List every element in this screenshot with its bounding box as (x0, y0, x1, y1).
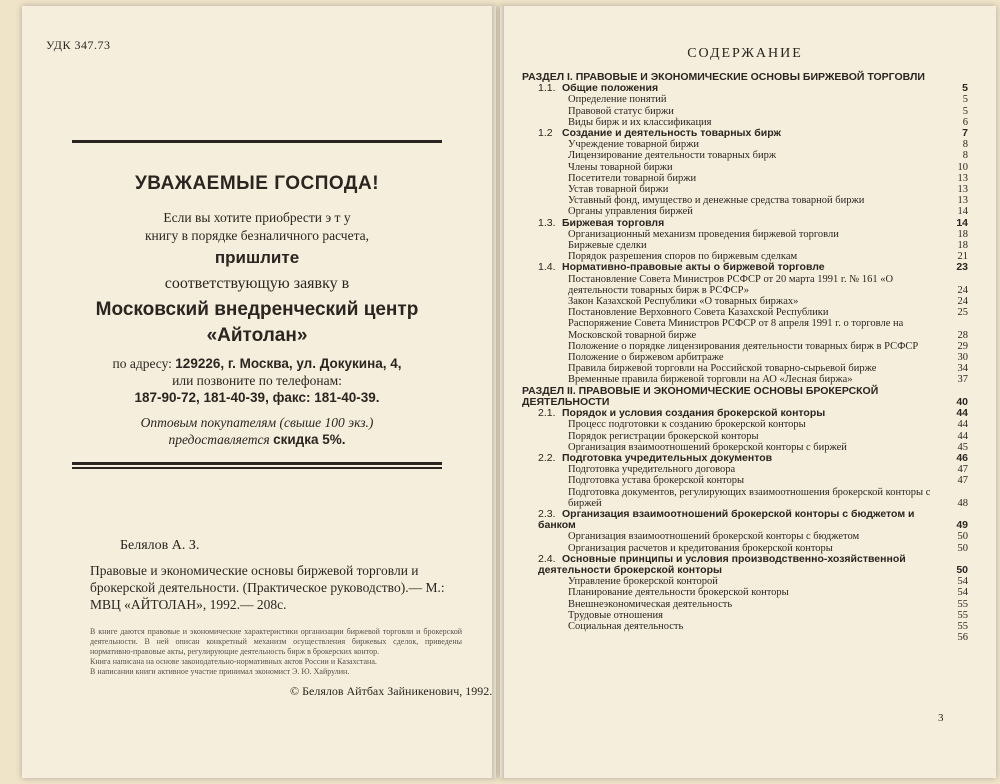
toc-entry-title: Биржевые сделки (568, 240, 647, 252)
promo-wholesale-2 (72, 431, 442, 448)
toc-entry-page: 55 (957, 598, 968, 610)
toc-entry (522, 408, 968, 419)
toc-entry-text (568, 318, 942, 340)
promo-line-3: пришлите (214, 248, 300, 267)
toc-entry-page: 7 (962, 127, 968, 140)
toc-entry (522, 419, 968, 430)
toc-entry-title: Создание и деятельность товарных бирж (562, 127, 781, 140)
toc-entry-page: 37 (957, 374, 968, 386)
address-prefix: по адресу: (112, 356, 176, 371)
toc-entry-title: Правила биржевой торговли на Российской товарно-сырьевой бирже (568, 363, 877, 375)
toc-entry-page: 24 (957, 284, 968, 296)
toc-entry-title: Планирование деятельности брокерской конторы (568, 587, 789, 599)
toc-entry-text (568, 296, 942, 307)
toc-entry-page: 8 (962, 139, 968, 151)
toc-entry-title: Биржевая торговля (562, 216, 665, 229)
toc-entry-text (568, 599, 942, 610)
toc-entry-page: 6 (962, 116, 968, 128)
toc-entry-text (538, 83, 942, 94)
toc-entry-page: 23 (956, 261, 968, 274)
toc-entry-title: Социальная деятельность (568, 620, 684, 632)
promo-block (72, 140, 442, 469)
toc-entry (522, 184, 968, 195)
toc-entry-page: 30 (957, 352, 968, 364)
copyright-line: © Белялов Айтбах Зайникенович, 1992. (290, 684, 493, 698)
toc-entry-page: 5 (962, 82, 968, 95)
toc-entry (522, 296, 968, 307)
toc-entry (522, 162, 968, 173)
discount-text: скидка 5%. (273, 432, 346, 447)
toc-entry (522, 531, 968, 542)
toc-entry-text (538, 408, 942, 419)
toc-entry-page: 24 (957, 296, 968, 308)
toc-entry-title: Организация взаимоотношений брокерской конторы с биржей (568, 441, 847, 453)
toc-entry-text (568, 162, 942, 173)
toc-entry-text (568, 173, 942, 184)
toc-entry-page: 49 (956, 519, 968, 532)
toc-entry-title: РАЗДЕЛ II. ПРАВОВЫЕ И ЭКОНОМИЧЕСКИЕ ОСНОВЫ БРОКЕРСКОЙ ДЕЯТЕЛЬНОСТИ (522, 384, 879, 408)
toc-entry (522, 218, 968, 229)
toc-entry (522, 576, 968, 587)
toc-entry (522, 262, 968, 273)
toc-entry-text (522, 386, 942, 408)
promo-bottom-rules (72, 462, 442, 469)
toc-entry-title: Подготовка учредительных документов (562, 451, 773, 464)
promo-phone-intro: или позвоните по телефонам: (172, 373, 342, 388)
toc-entry-title: Общие положения (562, 82, 659, 95)
toc-entry-title: РАЗДЕЛ I. ПРАВОВЫЕ И ЭКОНОМИЧЕСКИЕ ОСНОВЫ БИРЖЕВОЙ ТОРГОВЛИ (522, 71, 925, 83)
promo-top-rule (72, 140, 442, 143)
toc-entry-title: Посетители товарной биржи (568, 172, 697, 184)
promo-line-1: Если вы хотите приобрести э т у (163, 210, 351, 225)
toc-entry-page: 25 (957, 307, 968, 319)
toc-entry (522, 83, 968, 94)
toc-entry-page: 44 (956, 407, 968, 420)
toc-entry-text (538, 262, 942, 273)
toc-entry-page: 18 (957, 228, 968, 240)
toc-entry-page: 28 (957, 329, 968, 341)
toc-entry-text (568, 352, 942, 363)
toc-entry (522, 229, 968, 240)
toc-entry-title: Органы управления биржей (568, 206, 693, 218)
toc-entry-text (568, 150, 942, 161)
toc-entry-page: 54 (957, 576, 968, 588)
toc-entry-title: Постановление Верховного Совета Казахской Республики (568, 307, 829, 319)
toc-entry-text (538, 509, 942, 531)
toc-entry-title: Виды бирж и их классификация (568, 116, 712, 128)
toc-entry-page: 47 (957, 475, 968, 487)
promo-line-6: «Айтолан» (206, 325, 308, 346)
annotation (90, 627, 462, 677)
toc-entry-page: 45 (957, 441, 968, 453)
toc-entry (522, 94, 968, 105)
toc-entry (522, 621, 968, 632)
toc-entry-page: 21 (957, 251, 968, 263)
toc-entry-title: Члены товарной биржи (568, 161, 673, 173)
toc-entry-title: Организация взаимоотношений брокерской конторы с бюджетом и банком (538, 507, 915, 532)
toc-entry-page: 13 (957, 184, 968, 196)
toc-entry (522, 363, 968, 374)
toc-entry-page: 55 (957, 609, 968, 621)
toc-entry (522, 128, 968, 139)
toc-entry-page: 44 (957, 419, 968, 431)
toc-entry-title: Основные принципы и условия производственно-хозяйственной деятельности брокерской конторы (538, 552, 906, 576)
toc-entry-title: Положение о порядке лицензирования деятельности товарных бирж в РСФСР (568, 340, 919, 352)
toc-entry (522, 386, 968, 408)
toc-entry-text (568, 240, 942, 251)
toc-entry-title: Закон Казахской Республики «О товарных биржах» (568, 296, 799, 308)
promo-title: УВАЖАЕМЫЕ ГОСПОДА! (134, 173, 380, 194)
toc-entry-page: 50 (956, 563, 968, 576)
toc-entry-text (568, 195, 942, 206)
page-number: 3 (938, 712, 944, 724)
toc-entry (522, 173, 968, 184)
toc-entry-text (568, 464, 942, 475)
book-gutter (492, 6, 504, 778)
toc-entry-title: Уставный фонд, имущество и денежные средства товарной биржи (568, 195, 865, 207)
annotation-paragraph: Книга написана на основе законодательно-нормативных актов России и Казахстана. (90, 657, 377, 666)
toc-entry-text (538, 218, 942, 229)
promo-bottom-rule-2 (72, 467, 442, 469)
toc-entry-text (568, 106, 942, 117)
annotation-paragraph: В написании книги активное участие принимал экономист Э. Ю. Хайрулин. (90, 667, 350, 676)
promo-line-5: Московский внедренческий центр (95, 299, 419, 320)
toc-entry-text (568, 184, 942, 195)
toc-entry-text (568, 531, 942, 542)
toc-entry-number: 1.2 (538, 127, 553, 140)
toc-entry-page: 56 (957, 632, 968, 644)
toc-entry-text (568, 307, 942, 318)
toc-entry-title: Нормативно-правовые акты о биржевой торговле (562, 261, 825, 274)
toc-entry (522, 274, 968, 296)
toc-entry-text (538, 554, 942, 576)
toc-entry-text (568, 621, 942, 632)
promo-address (72, 355, 442, 372)
toc-entry-text (568, 419, 942, 430)
udk-code: УДК 347.73 (46, 38, 111, 52)
toc-entry-page: 14 (957, 206, 968, 218)
toc-entry-text (568, 139, 942, 150)
toc-entry-page: 34 (957, 363, 968, 375)
toc-entry (522, 554, 968, 576)
toc-entry-number: 1.3. (538, 216, 556, 229)
promo-bottom-rule-1 (72, 462, 442, 465)
toc-entry-title: Организация расчетов и кредитования брокерской конторы (568, 542, 833, 554)
table-of-contents (522, 46, 968, 643)
toc-entry (522, 195, 968, 206)
toc-entry-title: Подготовка устава брокерской конторы (568, 475, 745, 487)
toc-entry-title: Учреждение товарной биржи (568, 139, 700, 151)
toc-entry-text (538, 453, 942, 464)
toc-entry-title: Организация взаимоотношений брокерской конторы с бюджетом (568, 531, 860, 543)
promo-line-4: соответствующую заявку в (164, 275, 350, 292)
toc-entry (522, 587, 968, 598)
toc-entry-number: 2.1. (538, 407, 556, 420)
toc-entry-text (568, 274, 942, 296)
toc-entry-title: Постановление Совета Министров РСФСР от 20 марта 1991 г. № 161 «О деятельности товарных бирж в РСФСР» (568, 273, 894, 296)
toc-entry-number: 2.3. (538, 507, 556, 520)
toc-list (522, 72, 968, 643)
toc-entry (522, 106, 968, 117)
toc-entry-title: Порядок регистрации брокерской конторы (568, 430, 759, 442)
author-name: Белялов А. З. (120, 538, 200, 553)
toc-entry (522, 475, 968, 486)
toc-entry-title: Порядок и условия создания брокерской конторы (562, 407, 826, 420)
toc-entry-page: 8 (962, 150, 968, 162)
toc-entry-page: 5 (962, 105, 968, 117)
toc-entry-page: 44 (957, 430, 968, 442)
toc-entry-title: Внешнеэкономическая деятельность (568, 598, 733, 610)
toc-entry-page: 50 (957, 531, 968, 543)
toc-entry-page: 54 (957, 587, 968, 599)
toc-entry (522, 352, 968, 363)
toc-entry-text (538, 128, 942, 139)
annotation-paragraph: В книге даются правовые и экономические характеристики организации биржевой торговли и брокерской деятельности. В ней описан конкретный механизм осуществления биржевых сделок, приведены нормативно-правовые акты, регулирующие деятельность бирж в брокерских контор. (90, 627, 462, 656)
toc-entry-text (568, 576, 942, 587)
toc-entry (522, 150, 968, 161)
toc-entry (522, 487, 968, 509)
toc-entry-text (568, 487, 942, 509)
toc-entry-page: 40 (956, 395, 968, 408)
toc-entry (522, 318, 968, 340)
bibliographic-block (90, 538, 462, 677)
address-value: 129226, г. Москва, ул. Докукина, 4, (175, 356, 402, 371)
toc-entry-text (568, 94, 942, 105)
toc-entry (522, 139, 968, 150)
toc-entry-page: 29 (957, 340, 968, 352)
promo-line-2: книгу в порядке безналичного расчета, (144, 228, 370, 243)
toc-entry-title: Распоряжение Совета Министров РСФСР от 8 апреля 1991 г. о торговле на Московской товарной бирже (568, 318, 904, 341)
promo-wholesale-1: Оптовым покупателям (свыше 100 экз.) (140, 415, 374, 430)
toc-entry-title: Устав товарной биржи (568, 184, 669, 196)
toc-entry (522, 431, 968, 442)
toc-entry (522, 464, 968, 475)
toc-heading: СОДЕРЖАНИЕ (687, 46, 803, 61)
toc-entry-text (568, 475, 942, 486)
toc-entry-title: Порядок разрешения споров по биржевым сделкам (568, 251, 798, 263)
toc-entry-number: 1.1. (538, 82, 556, 95)
toc-entry-page: 55 (957, 620, 968, 632)
toc-entry-title: Положение о биржевом арбитраже (568, 352, 724, 364)
toc-entry-page: 13 (957, 172, 968, 184)
toc-entry-text (568, 363, 942, 374)
toc-entry-page: 50 (957, 542, 968, 554)
toc-entry-text (568, 341, 942, 352)
toc-entry-text (568, 610, 942, 621)
toc-entry (522, 509, 968, 531)
toc-entry-title: Правовой статус биржи (568, 105, 674, 117)
toc-entry-title: Определение понятий (568, 94, 667, 106)
toc-entry-title: Управление брокерской конторой (568, 576, 718, 588)
toc-entry (522, 240, 968, 251)
toc-entry-text (568, 431, 942, 442)
toc-entry-title: Подготовка документов, регулирующих взаимоотношения брокерской конторы с биржей (568, 486, 931, 509)
toc-entry-title: Временные правила биржевой торговли на АО «Лесная биржа» (568, 374, 853, 386)
toc-entry-page: 46 (956, 451, 968, 464)
toc-entry-title: Лицензирование деятельности товарных бирж (568, 150, 777, 162)
toc-entry (522, 599, 968, 610)
bibliographic-description: Правовые и экономические основы биржевой торговли и брокерской деятельности. (Практическое руководство).— М.: МВЦ «АЙТОЛАН», 1992.— 208с. (90, 563, 445, 612)
toc-entry (522, 632, 968, 643)
toc-entry-title: Организационный механизм проведения биржевой торговли (568, 228, 839, 240)
toc-entry-number: 1.4. (538, 261, 556, 274)
toc-entry-title: Подготовка учредительного договора (568, 464, 736, 476)
toc-entry-text (568, 229, 942, 240)
toc-entry (522, 341, 968, 352)
toc-entry-page: 47 (957, 464, 968, 476)
toc-entry (522, 453, 968, 464)
toc-entry-title: Процесс подготовки к созданию брокерской конторы (568, 419, 806, 431)
wholesale-italic: предоставляется (168, 432, 274, 447)
toc-entry-page: 18 (957, 240, 968, 252)
promo-phones: 187-90-72, 181-40-39, факс: 181-40-39. (134, 390, 380, 405)
toc-entry-page: 5 (962, 94, 968, 106)
toc-entry-title: Трудовые отношения (568, 609, 663, 621)
toc-entry-page: 14 (956, 216, 968, 229)
toc-entry-page: 10 (957, 161, 968, 173)
toc-entry-page: 13 (957, 195, 968, 207)
toc-entry (522, 610, 968, 621)
toc-entry-number: 2.2. (538, 451, 556, 464)
toc-entry-number: 2.4. (538, 552, 556, 565)
toc-entry-page: 48 (957, 497, 968, 509)
toc-entry (522, 307, 968, 318)
toc-entry-text (568, 587, 942, 598)
